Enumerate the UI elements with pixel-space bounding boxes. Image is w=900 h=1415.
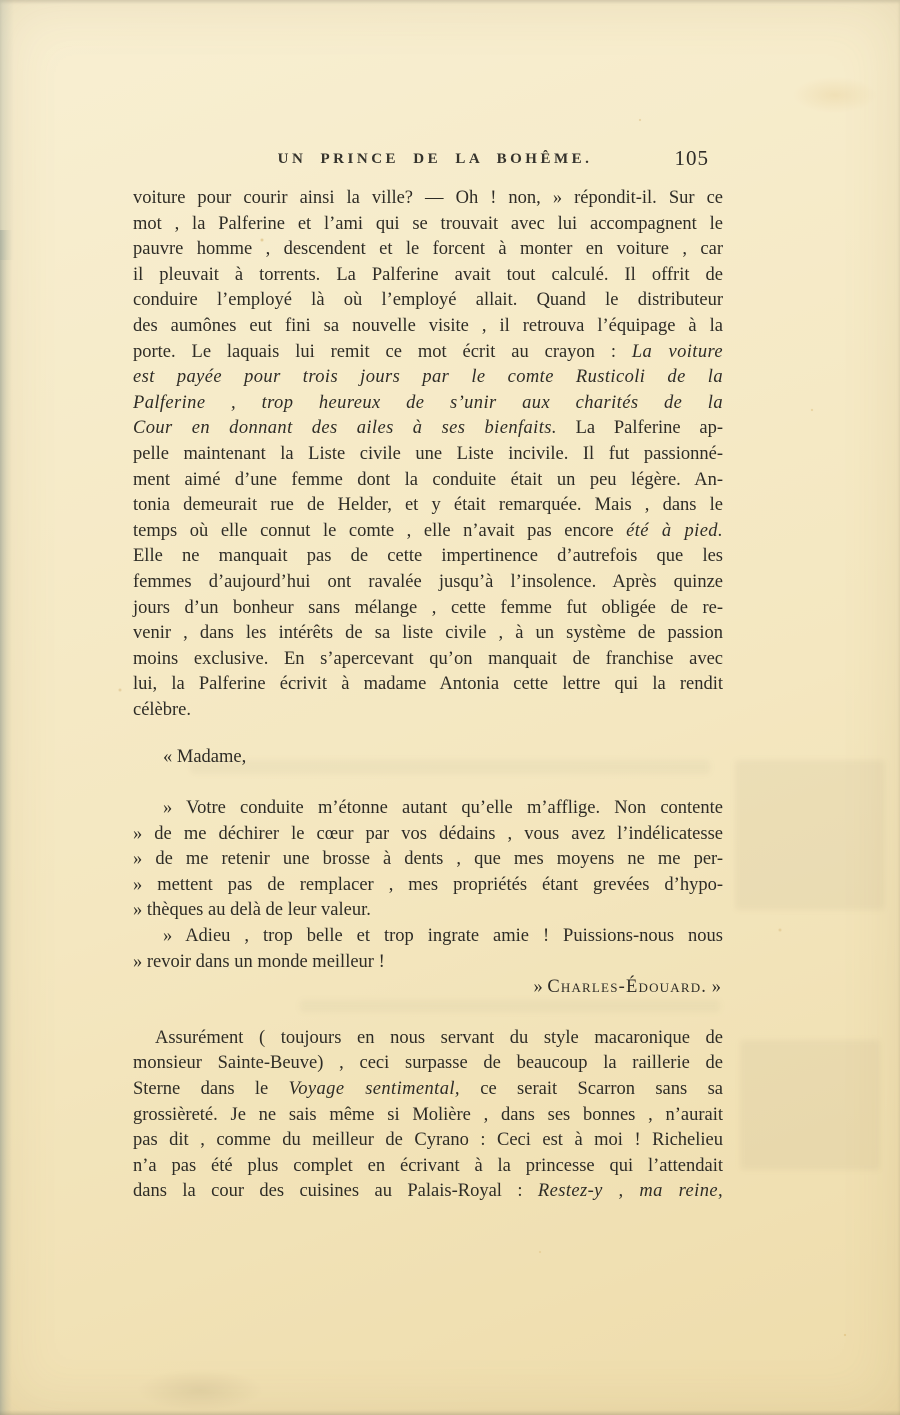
text-line: [133, 873, 723, 899]
italic-text: Cour en donnant des ailes à ses bienfaits.: [133, 418, 557, 439]
bleedthrough-smudge: [735, 760, 885, 910]
scan-edge-shadow: [0, 230, 12, 1415]
bleedthrough-smudge: [740, 1040, 880, 1170]
text-line: [133, 1103, 723, 1129]
body-text: Assurément ( toujours en nous servant du style macaronique de: [155, 1027, 723, 1048]
body-text: dans la cour des cuisines au Palais-Royal :: [133, 1181, 538, 1202]
text-line: [133, 1051, 723, 1077]
text-line: [133, 391, 723, 417]
text-line: [133, 314, 723, 340]
text-line: [133, 1154, 723, 1180]
body-text: célèbre.: [133, 699, 192, 720]
body-text: venir , dans les intérêts de sa liste civile , à un système de passion: [133, 623, 723, 644]
text-line: [133, 493, 723, 519]
text-line: [133, 1077, 723, 1103]
text-line: [133, 442, 723, 468]
text-line: [133, 975, 723, 1001]
line-spacer: [133, 723, 723, 745]
body-text: » de me retenir une brosse à dents , que mes moyens ne me per-: [133, 849, 723, 870]
scan-edge-shadow: [0, 1410, 900, 1415]
text-line: [133, 237, 723, 263]
scan-edge-shadow: [0, 0, 14, 260]
body-text: » mettent pas de remplacer , mes propriétés étant grevées d’hypo-: [133, 874, 723, 895]
text-line: [133, 212, 723, 238]
body-text: pelle maintenant la Liste civile une Liste incivile. Il fut passionné-: [133, 443, 723, 464]
text-line: [133, 745, 723, 771]
body-text: femmes d’aujourd’hui ont ravalée jusqu’à l’insolence. Après quinze: [133, 571, 723, 592]
body-text: ce serait Scarron sans sa: [459, 1079, 723, 1099]
italic-text: Palferine , trop heureux de s’unir aux charités de la: [133, 392, 723, 413]
body-text: il pleuvait à torrents. La Palferine avait tout calculé. Il offrit de: [133, 264, 723, 285]
smallcaps-signature: Charles-Édouard.: [547, 977, 708, 998]
body-text: jours d’un bonheur sans mélange , cette femme fut obligée de re-: [133, 597, 723, 618]
body-text: »: [533, 977, 548, 998]
italic-text: La voiture: [631, 341, 723, 362]
body-text: des aumônes eut fini sa nouvelle visite , il retrouva l’équipage à la: [133, 315, 723, 336]
body-text: » thèques au delà de leur valeur.: [133, 900, 371, 921]
page-header: [133, 146, 723, 177]
body-text: lui, la Palferine écrivit à madame Antonia cette lettre qui la rendit: [133, 674, 723, 695]
text-line: [133, 416, 723, 442]
text-line: [133, 672, 723, 698]
text-line: [133, 570, 723, 596]
text-line: [133, 796, 723, 822]
running-title: UN PRINCE DE LA BOHÊME.: [277, 151, 593, 167]
body-text: Elle ne manquait pas de cette impertinence d’autrefois que les: [133, 546, 723, 567]
body-text: moins exclusive. En s’apercevant qu’on manquait de franchise avec: [133, 648, 723, 669]
text-line: [133, 1128, 723, 1154]
text-line: [133, 340, 723, 366]
body-text: pauvre homme , descendent et le forcent à monter en voiture , car: [133, 239, 723, 260]
text-line: [133, 596, 723, 622]
body-text: tonia demeurait rue de Helder, et y était remarquée. Mais , dans le: [133, 495, 723, 516]
italic-text: est payée pour trois jours par le comte Rusticoli de la: [133, 367, 723, 388]
body-text: mot , la Palferine et l’ami qui se trouvait avec lui accompagnent le: [133, 213, 723, 234]
body-text: conduire l’employé là où l’employé allait. Quand le distributeur: [133, 290, 723, 311]
body-text: La Palferine ap-: [556, 418, 723, 439]
body-text: « Madame,: [163, 747, 247, 768]
text-line: [133, 621, 723, 647]
body-text: » revoir dans un monde meilleur !: [133, 951, 385, 972]
text-line: [133, 822, 723, 848]
text-line: [133, 924, 723, 950]
body-text: porte. Le laquais lui remit ce mot écrit au crayon :: [133, 341, 632, 362]
text-line: [133, 847, 723, 873]
body-text: » Adieu , trop belle et trop ingrate amie ! Puissions-nous nous: [163, 926, 723, 947]
body-text: grossièreté. Je ne sais même si Molière , dans ses bonnes , n’aurait: [133, 1104, 723, 1125]
body-text: n’a pas été plus complet en écrivant à la princesse qui l’attendait: [133, 1155, 723, 1176]
text-line: [133, 288, 723, 314]
text-line: [133, 950, 723, 976]
body-text: temps où elle connut le comte , elle n’avait pas encore: [133, 520, 627, 541]
page-number: 105: [674, 146, 709, 170]
text-line: [133, 519, 723, 545]
text-line: [133, 365, 723, 391]
text-line: [133, 468, 723, 494]
body-text: pas dit , comme du meilleur de Cyrano : Ceci est à moi ! Richelieu: [133, 1130, 723, 1151]
body-text: Sterne dans le: [133, 1079, 289, 1099]
body-text: »: [707, 977, 721, 998]
body-text: ment aimé d’une femme dont la conduite était un peu légère. An-: [133, 469, 723, 490]
italic-text: Restez-y , ma reine,: [537, 1181, 723, 1202]
line-spacer: [133, 1001, 723, 1026]
text-line: [133, 263, 723, 289]
italic-text: été à pied.: [626, 520, 723, 541]
line-spacer: [133, 771, 723, 796]
text-line: [133, 647, 723, 673]
italic-text: Voyage sentimental,: [288, 1079, 460, 1099]
body-text: monsieur Sainte-Beuve) , ceci surpasse de beaucoup la raillerie de: [133, 1053, 723, 1074]
text-line: [133, 1026, 723, 1052]
body-text: » de me déchirer le cœur par vos dédains , vous avez l’indélicatesse: [133, 823, 723, 844]
text-line: [133, 186, 723, 212]
page-text: [133, 186, 723, 1205]
text-line: [133, 698, 723, 724]
text-line: [133, 898, 723, 924]
body-text: voiture pour courir ainsi la ville? — Oh ! non, » répondit-il. Sur ce: [133, 188, 723, 208]
body-text: » Votre conduite m’étonne autant qu’elle m’afflige. Non contente: [163, 798, 723, 819]
text-line: [133, 544, 723, 570]
text-line: [133, 1179, 723, 1205]
